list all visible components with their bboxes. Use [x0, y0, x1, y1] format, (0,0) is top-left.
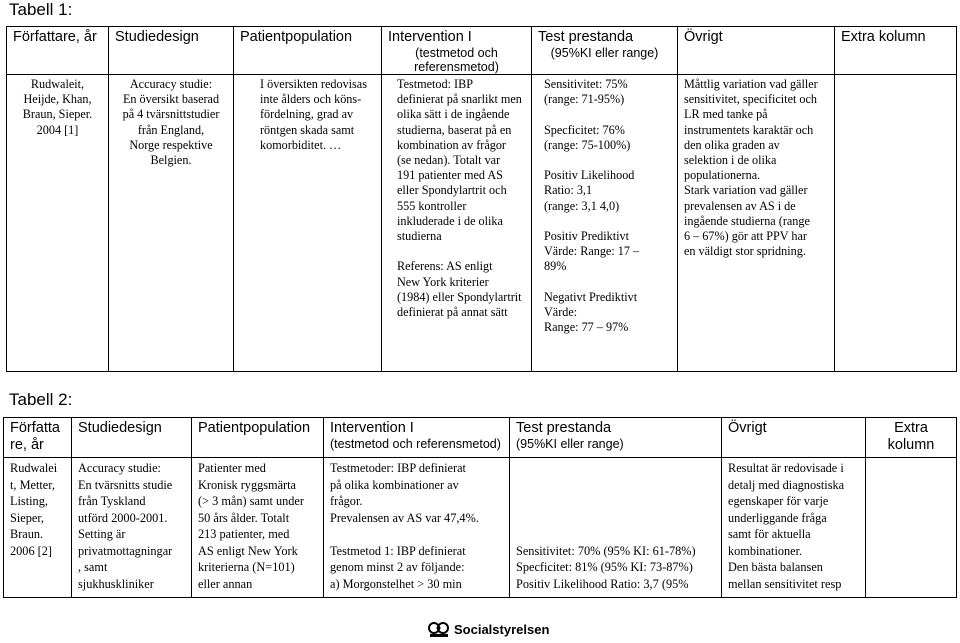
- table1-header-population: Patientpopulation: [234, 27, 382, 75]
- table1-header-other: Övrigt: [678, 27, 835, 75]
- table2-cell-design: Accuracy studie: En tvärsnitts studie från Tyskland utförd 2000-2001. Setting är privatmottagningar , samt sjukhuskliniker: [72, 458, 192, 598]
- table1-cell-performance: Sensitivitet: 75% (range: 71-95%) Specficitet: 76% (range: 75-100%) Positiv Likelihood Ratio: 3,1 (range: 3,1 4,0) Positiv Prediktivt Värde: Range: 17 – 89% Negativt Prediktivt Värde: Range: 77 – 97%: [532, 75, 678, 372]
- table-row: [4, 458, 957, 598]
- socialstyrelsen-logo: [428, 620, 549, 638]
- table2: [3, 417, 957, 598]
- table1-cell-intervention: Testmetod: IBP definierat på snarlikt men olika sätt i de ingående studierna, baserat på en kombination av frågor (se nedan). Totalt var 191 patienter med AS eller Spondylartrit och 555 kontroller inkluderade i de olika studierna Referens: AS enligt New York kriterier (1984) eller Spondylartrit definierat på annat sätt: [382, 75, 532, 372]
- table1-header-design: Studiedesign: [109, 27, 234, 75]
- table2-header-population: Patientpopulation: [192, 418, 324, 458]
- table1-caption: Tabell 1:: [9, 0, 73, 19]
- table2-header-extra: Extra kolumn: [866, 418, 957, 458]
- table1-cell-design: Accuracy studie: En översikt baserad på 4 tvärsnittstudier från England, Norge respektive Belgien.: [109, 75, 234, 372]
- table1: [6, 26, 957, 372]
- table2-header-design: Studiedesign: [72, 418, 192, 458]
- table2-header-other: Övrigt: [722, 418, 866, 458]
- table-row: [7, 75, 957, 372]
- table2-cell-extra: [866, 458, 957, 598]
- table1-header-row: [7, 27, 957, 75]
- table2-caption: Tabell 2:: [9, 390, 73, 409]
- table2-cell-intervention: Testmetoder: IBP definierat på olika kombinationer av frågor. Prevalensen av AS var 47,4%. Testmetod 1: IBP definierat genom minst 2 av följande: a) Morgonstelhet > 30 min: [324, 458, 510, 598]
- table2-header-performance: Test prestanda (95%KI eller range): [510, 418, 722, 458]
- table1-cell-population: I översikten redovisas inte ålders och köns- fördelning, grad av röntgen skada samt komorbiditet. …: [234, 75, 382, 372]
- table1-header-author: Författare, år: [7, 27, 109, 75]
- logo-text: Socialstyrelsen: [454, 621, 550, 637]
- table2-header-intervention: Intervention I (testmetod och referensmetod): [324, 418, 510, 458]
- table2-header-row: [4, 418, 957, 458]
- table1-header-intervention: Intervention I (testmetod och referensmetod): [382, 27, 532, 75]
- table2-cell-author: Rudwalei t, Metter, Listing, Sieper, Braun. 2006 [2]: [4, 458, 72, 598]
- table2-header-author: Författa re, år: [4, 418, 72, 458]
- table1-cell-author: Rudwaleit, Heijde, Khan, Braun, Sieper. 2004 [1]: [7, 75, 109, 372]
- table1-header-performance: Test prestanda (95%KI eller range): [532, 27, 678, 75]
- table1-cell-other: Måttlig variation vad gäller sensitivitet, specificitet och LR med tanke på instrumentets karaktär och den olika graden av selektion i de olika populationerna. Stark variation vad gäller prevalensen av AS i de ingående studierna (range 6 – 67%) gör att PPV har en väldigt stor spridning.: [678, 75, 835, 372]
- table1-cell-extra: [835, 75, 957, 372]
- table2-cell-population: Patienter med Kronisk ryggsmärta (> 3 mån) samt under 50 års ålder. Totalt 213 patienter, med AS enligt New York kriterierna (N=101) eller annan: [192, 458, 324, 598]
- socialstyrelsen-logo-icon: [428, 620, 450, 638]
- table1-header-extra: Extra kolumn: [835, 27, 957, 75]
- table2-cell-performance: Sensitivitet: 70% (95% KI: 61-78%) Specficitet: 81% (95% KI: 73-87%) Positiv Likelihood Ratio: 3,7 (95%: [510, 458, 722, 598]
- table2-cell-other: Resultat är redovisade i detalj med diagnostiska egenskaper för varje underliggande fråga samt för aktuella kombinationer. Den bästa balansen mellan sensitivitet resp: [722, 458, 866, 598]
